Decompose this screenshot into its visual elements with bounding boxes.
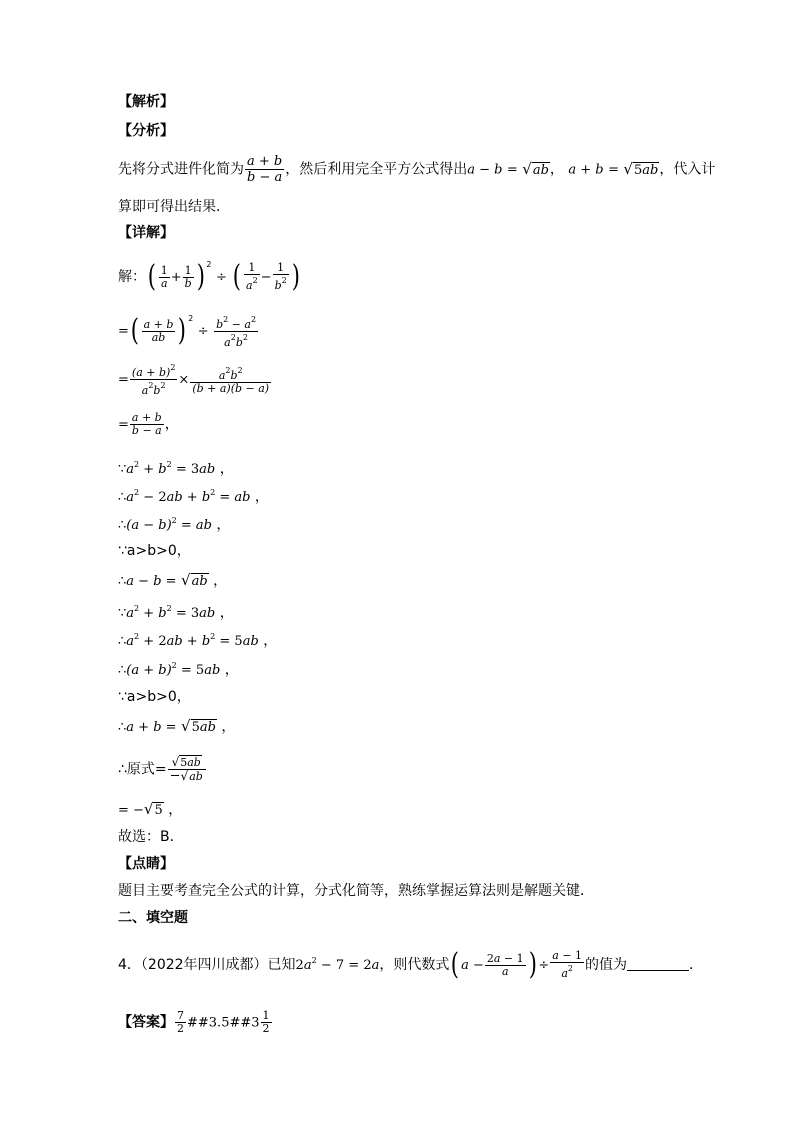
solution-step-4: = $\frac{a + b}{b - a}$ ，: [118, 411, 179, 437]
answer-separator: ##3.5##3: [187, 1015, 260, 1031]
solution-step-6: $\therefore a^2 - 2ab + b^2$ = ab ，: [118, 488, 269, 505]
sqrt-5ab: √5ab: [623, 159, 659, 178]
heading-dianjing: 【点睛】: [118, 856, 174, 872]
solution-step-13: ∵a>b>0，: [118, 689, 191, 705]
comment-text: 题目主要考查完全公式的计算，分式化简等，熟练掌握运算法则是解题关键．: [118, 883, 594, 899]
solution-step-2: =( $\frac{a + b}{ab}$ ) $^2$ ÷ $\frac{b^2 - a^2}{a^2b^2}$: [118, 313, 257, 349]
solution-step-5: $\because a^2 + b^2 = 3ab$ ，: [118, 460, 234, 477]
section-two-title: 二、填空题: [118, 910, 188, 926]
sqrt-ab: √ab: [522, 159, 549, 178]
answer-blank: [627, 970, 689, 971]
question4-prefix: 4．（2022年四川成都）已知: [118, 957, 296, 973]
question-4: 4．（2022年四川成都）已知$2a^2 - 7 = 2a$，则代数式( a − $\frac{2a - 1}{a}$ ) ÷ $\frac{a - 1}{a^2}$ 的值为 ．: [118, 947, 704, 982]
analysis-text-4: ，代入计: [659, 161, 716, 178]
question4-end: ．: [689, 957, 704, 973]
solution-jie: 解：: [118, 269, 146, 285]
solution-step-16: = −√5 ，: [118, 800, 183, 818]
solution-step-1: 解：( $\frac{1}{a}$ + $\frac{1}{b}$ ) $^2$ ÷ ( $\frac{1}{a^2}$ − $\frac{1}{b^2}$ ): [118, 259, 300, 294]
answer-label: 【答案】: [118, 1014, 174, 1031]
solution-step-8: ∵a>b>0，: [118, 543, 191, 559]
analysis-text-3: ，: [549, 161, 564, 178]
heading-fenxi: 【分析】: [118, 123, 174, 139]
analysis-text-2: ，然后利用完全平方公式得出: [285, 161, 468, 178]
solution-step-10: $\because a^2 + b^2 = 3ab$ ，: [118, 604, 234, 621]
solution-step-11: $\therefore a^2 + 2ab + b^2 = 5ab$ ，: [118, 632, 278, 649]
analysis-text-1: 先将分式进件化简为: [118, 161, 244, 178]
heading-jiexi: 【解析】: [118, 94, 174, 110]
heading-xiangjie: 【详解】: [118, 225, 174, 241]
question4-mid: ，则代数式: [379, 957, 450, 973]
analysis-line-2: 算即可得出结果．: [118, 199, 230, 215]
answer-line: 【答案】 $\frac{7}{2}$ ##3.5##3 $\frac{1}{2}$: [118, 1009, 270, 1035]
solution-guxuan: 故选：B．: [118, 829, 184, 845]
solution-yuanshi: ∴原式=: [118, 761, 167, 778]
solution-step-14: ∴a + b = √5ab ，: [118, 717, 236, 735]
solution-step-9: ∴a − b = √ab ，: [118, 571, 228, 589]
solution-step-3: = $\frac{(a + b)^2}{a^2b^2}$ × $\frac{a^2b^2}{(b + a)(b - a)}$: [118, 363, 270, 397]
solution-step-15: ∴原式= $\frac{√5ab}{-√ab}$: [118, 756, 207, 783]
fraction-a-plus-b-over-b-minus-a: $\frac{a + b}{b - a}$: [247, 154, 283, 185]
solution-step-12: ∴(a + b)$^2$ = 5ab ，: [118, 661, 239, 678]
solution-step-7: ∴(a − b)$^2$ = ab ，: [118, 516, 231, 533]
analysis-line-1: 先将分式进件化简为 $\frac{a + b}{b - a}$ ，然后利用完全平方公式得出a − b = √ab， a + b = √5ab，代入计: [118, 154, 716, 185]
question4-suffix: 的值为: [585, 957, 628, 973]
